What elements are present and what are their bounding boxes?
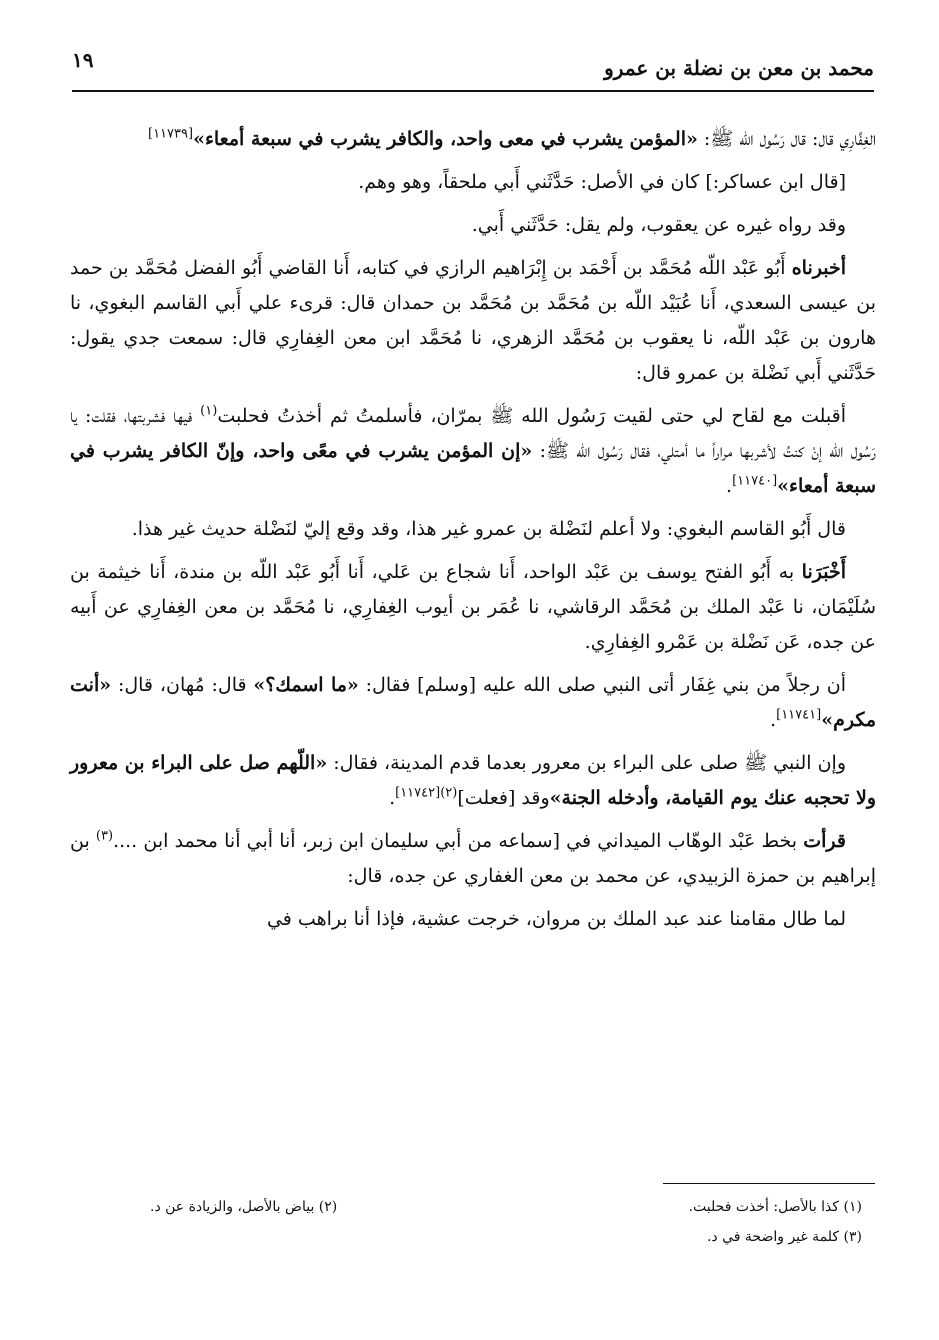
text-segment: قال: مُهان، قال: [111, 674, 254, 696]
text-segment: به أَبُو الفتح يوسف بن عَبْد الواحد، أَنا شجاع بن عَلي، أَنا أَبُو عَبْد اللّه بن مندة، أَنا خيثمة بن سُلَيْمَان، نا عَبْد الملك بن مُحَمَّد الرقاشي، نا عُمَر بن أيوب الغِفارِي، نا مُحَمَّد بن معن الغِفارِي عن أَبيه عن جده، عَن نَضْلة بن عَمْرو الغِفارِي. [70, 561, 876, 653]
bold-text: «أنت مكرم» [70, 674, 876, 731]
footnote-divider [663, 1183, 875, 1184]
paragraph [70, 746, 876, 816]
page-header [72, 44, 874, 92]
text-segment: فيها فشربتها، فقلت: يا رَسُول الله إنْ كنتُ لأشربها مراراً ما أمتلي، فقال رَسُول الله ﷺ: [70, 405, 876, 462]
footnote-row [150, 1192, 862, 1222]
running-title: محمد بن معن بن نضلة بن عمرو [604, 56, 874, 80]
paragraph [70, 512, 876, 547]
main-text [70, 122, 876, 945]
bold-text: أَخْبَرَنا [801, 561, 846, 583]
text-segment: أن رجلاً من بني غِفَار أتى النبي صلى الله عليه [وسلم] فقال: [358, 674, 846, 696]
paragraph [70, 122, 876, 157]
bold-text: قرأت [803, 830, 846, 852]
paragraph [70, 251, 876, 391]
reference-marker: [١١٧٤٠] [732, 473, 778, 489]
text-segment: . [770, 709, 777, 731]
reference-marker: (٢)[١١٧٤٢] [395, 785, 458, 801]
text-segment: [قال ابن عساكر:] كان في الأصل: حَدَّثَني أَبي ملحقاً، وهو وهم. [358, 171, 846, 193]
bold-text: «ما اسمك؟» [253, 674, 359, 696]
footnote-3: (٣) كلمة غير واضحة في د. [706, 1229, 862, 1245]
bold-text: «اللّهم صل على البراء بن معرور ولا تحجبه عنك يوم القيامة، وأدخله الجنة» [70, 752, 876, 809]
text-segment: الغِفَّارِي قال: قال رَسُول الله ﷺ: [697, 128, 876, 150]
text-segment: وإن النبي ﷺ صلى على البراء بن معرور بعدما قدم المدينة، فقال: [327, 752, 847, 774]
text-segment: لما طال مقامنا عند عبد الملك بن مروان، خرجت عشية، فإذا أنا براهب في [266, 908, 846, 930]
paragraph [70, 902, 876, 937]
footnote-2: (٢) بياض بالأصل، والزيادة عن د. [150, 1199, 338, 1215]
text-segment: وقد رواه غيره عن يعقوب، ولم يقل: حَدَّثَني أَبي. [471, 214, 846, 236]
paragraph [70, 555, 876, 660]
bold-text: «المؤمن يشرب في معى واحد، والكافر يشرب في سبعة أمعاء» [193, 128, 698, 150]
footnotes [150, 1192, 862, 1252]
reference-marker: (١) [200, 403, 218, 419]
paragraph [70, 208, 876, 243]
paragraph [70, 824, 876, 894]
reference-marker: [١١٧٣٩] [148, 126, 194, 142]
paragraph [70, 165, 876, 200]
bold-text: «إن المؤمن يشرب في معًى واحد، وإنّ الكافر يشرب في سبعة أمعاء» [70, 440, 876, 497]
bold-text: أخبرناه [791, 257, 846, 279]
footnote-1: (١) كذا بالأصل: أخذت فحلبت. [688, 1199, 862, 1215]
text-segment: قال أَبُو القاسم البغوي: ولا أعلم لنَضْلة بن عمرو غير هذا، وقد وقع إليّ لنَضْلة حديث غير هذا. [131, 518, 846, 540]
text-segment: أَبُو عَبْد اللّه مُحَمَّد بن أَحْمَد بن إِبْرَاهيم الرازي في كتابه، أَنا القاضي أَبُو الفضل مُحَمَّد بن حمد بن عيسى السعدي، أَنا عُبَيْد اللّه بن مُحَمَّد بن مُحَمَّد بن حمدان قال: قرىء علي أَبي القاسم البغوي، نا هارون بن عَبْد اللّه، نا يعقوب بن مُحَمَّد الزهري، نا مُحَمَّد ابن معن الغِفارِي قال: سمعت جدي يقول: حَدَّثَني أَبي نَضْلة بن عمرو قال: [70, 257, 876, 384]
text-segment: أقبلت مع لقاح لي حتى لقيت رَسُول الله ﷺ بمرّان، فأسلمتُ ثم أخذتُ فحلبت [217, 405, 846, 427]
text-segment: بن إبراهيم بن حمزة الزبيدي، عن محمد بن معن الغفاري عن جده، قال: [70, 830, 876, 887]
text-segment: . [726, 475, 733, 497]
text-segment: وقد [فعلت] [457, 787, 550, 809]
reference-marker: (٣) [95, 828, 114, 844]
reference-marker: [١١٧٤١] [776, 707, 822, 723]
footnote-row [150, 1222, 862, 1252]
text-segment: بخط عَبْد الوهّاب الميداني في [سماعه من أبي سليمان ابن زبر، أنا أبي أنا محمد ابن .... [113, 830, 804, 852]
paragraph [70, 668, 876, 738]
text-segment: . [389, 787, 396, 809]
page-number: ١٩ [72, 48, 94, 72]
paragraph [70, 399, 876, 504]
